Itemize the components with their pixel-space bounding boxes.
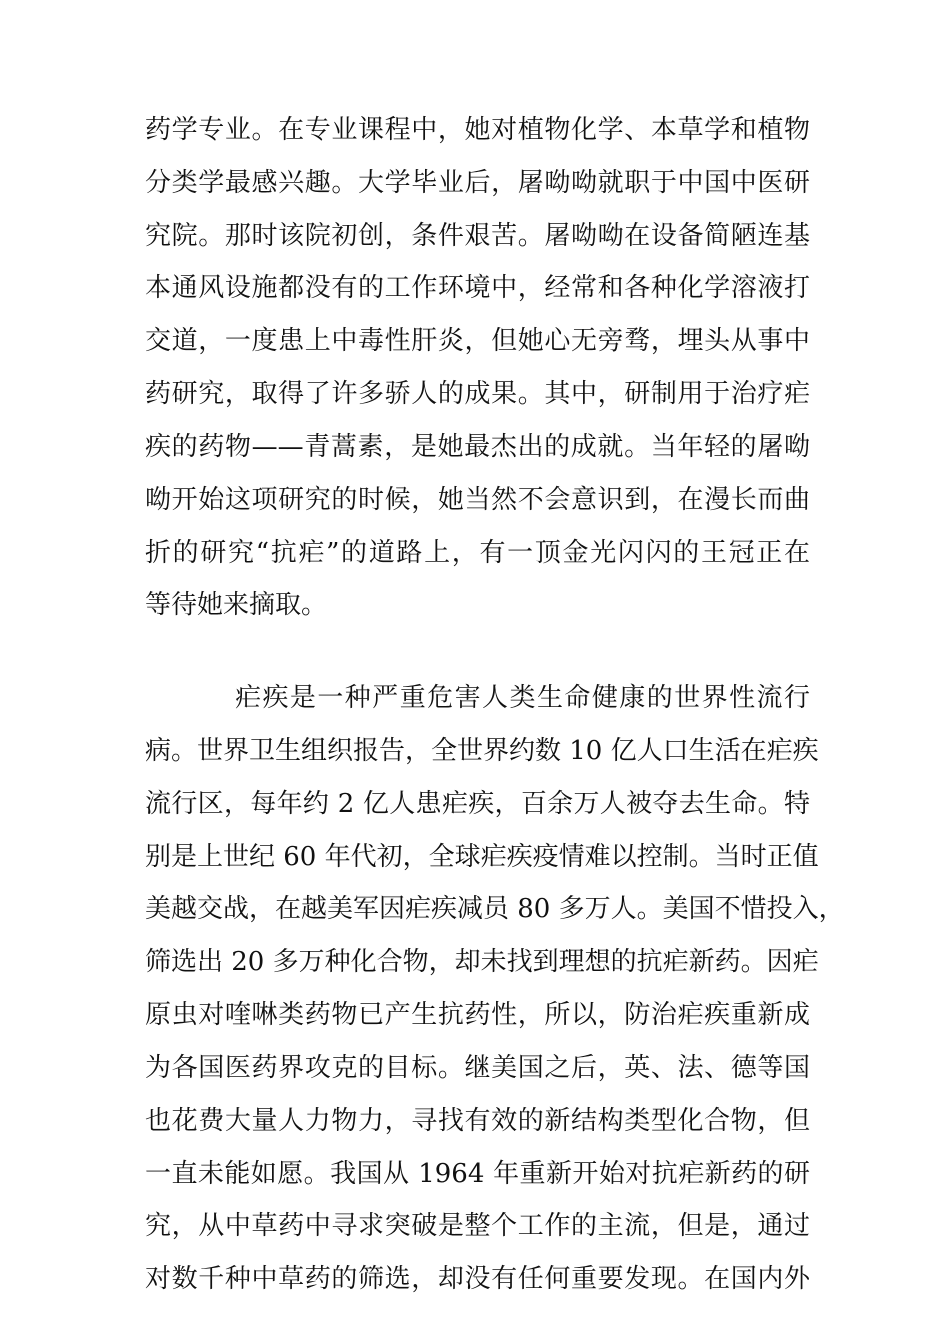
text-line: 呦开始这项研究的时候，她当然不会意识到，在漫长而曲 — [145, 485, 810, 515]
text-line: 交道，一度患上中毒性肝炎，但她心无旁骛，埋头从事中 — [145, 326, 810, 356]
text-line: 药研究，取得了许多骄人的成果。其中，研制用于治疗疟 — [145, 379, 810, 409]
text-line: 流行区，每年约 2 亿人患疟疾，百余万人被夺去生命。特 — [145, 789, 810, 819]
text-line: 美越交战，在越美军因疟疾减员 80 多万人。美国不惜投入， — [145, 894, 845, 924]
text-line: 为各国医药界攻克的目标。继美国之后，英、法、德等国 — [145, 1053, 810, 1083]
text-line: 药学专业。在专业课程中，她对植物化学、本草学和植物 — [145, 115, 810, 145]
text-line: 也花费大量人力物力，寻找有效的新结构类型化合物，但 — [145, 1106, 810, 1136]
text-line: 折的研究“抗疟”的道路上，有一顶金光闪闪的王冠正在 — [145, 538, 810, 568]
text-line: 筛选出 20 多万种化合物，却未找到理想的抗疟新药。因疟 — [145, 947, 819, 977]
text-line: 本通风设施都没有的工作环境中，经常和各种化学溶液打 — [145, 273, 810, 303]
text-line: 究院。那时该院初创，条件艰苦。屠呦呦在设备简陋连基 — [145, 221, 810, 251]
text-line: 究，从中草药中寻求突破是整个工作的主流，但是，通过 — [145, 1211, 810, 1241]
text-line: 疟疾是一种严重危害人类生命健康的世界性流行 — [235, 683, 810, 713]
text-line: 疾的药物——青蒿素，是她最杰出的成就。当年轻的屠呦 — [145, 432, 810, 462]
text-line: 等待她来摘取。 — [145, 590, 328, 620]
text-line: 病。世界卫生组织报告，全世界约数 10 亿人口生活在疟疾 — [145, 736, 819, 766]
text-line: 原虫对喹啉类药物已产生抗药性，所以，防治疟疾重新成 — [145, 1000, 810, 1030]
text-line: 分类学最感兴趣。大学毕业后，屠呦呦就职于中国中医研 — [145, 168, 810, 198]
text-line: 一直未能如愿。我国从 1964 年重新开始对抗疟新药的研 — [145, 1159, 810, 1189]
text-line: 对数千种中草药的筛选，却没有任何重要发现。在国内外 — [145, 1264, 810, 1294]
text-line: 别是上世纪 60 年代初，全球疟疾疫情难以控制。当时正值 — [145, 842, 819, 872]
